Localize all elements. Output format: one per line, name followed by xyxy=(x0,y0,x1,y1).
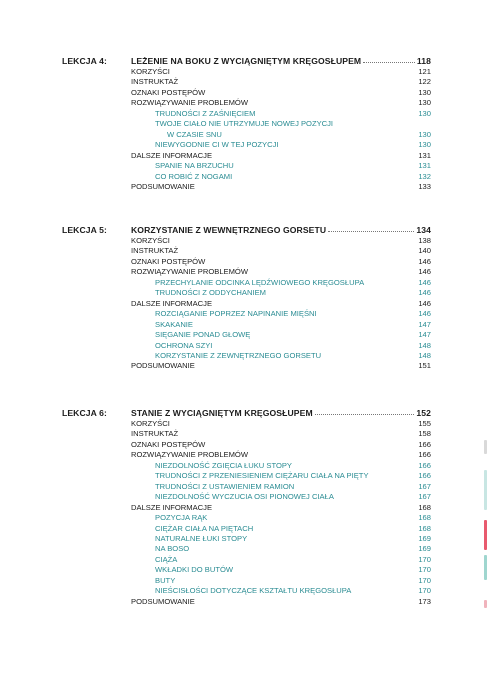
toc-entry-page-number: 131 xyxy=(418,161,431,171)
toc-entry[interactable] xyxy=(0,429,487,440)
toc-entry-title: NA BOSO xyxy=(155,544,190,554)
toc-entry-title: DALSZE INFORMACJE xyxy=(131,150,213,160)
toc-entry[interactable] xyxy=(0,67,487,78)
toc-entry[interactable] xyxy=(0,341,487,352)
toc-entry[interactable] xyxy=(0,182,487,193)
toc-entry[interactable] xyxy=(0,330,487,341)
toc-entry-page-number: 147 xyxy=(418,330,431,340)
toc-entry-page-number: 155 xyxy=(418,419,431,428)
toc-entry[interactable] xyxy=(0,492,487,503)
toc-entry[interactable] xyxy=(0,119,487,130)
toc-entry-title: INSTRUKTAŻ xyxy=(131,246,179,256)
toc-entry[interactable] xyxy=(0,471,487,482)
lesson-label: LEKCJA 4: xyxy=(62,56,107,66)
toc-entry-page-number: 170 xyxy=(418,554,431,564)
toc-entry-page-number: 148 xyxy=(418,340,431,350)
toc-entry[interactable] xyxy=(0,320,487,331)
toc-entry[interactable] xyxy=(0,257,487,268)
toc-entry[interactable] xyxy=(0,151,487,162)
toc-entry[interactable] xyxy=(0,503,487,514)
toc-entry[interactable] xyxy=(0,565,487,576)
toc-entry-page-number: 146 xyxy=(418,267,431,277)
toc-entry-title: PODSUMOWANIE xyxy=(131,181,195,191)
toc-entry-title: INSTRUKTAŻ xyxy=(131,429,179,439)
toc-entry-title: OZNAKI POSTĘPÓW xyxy=(131,256,206,266)
toc-entry-title: CIĄŻA xyxy=(155,554,178,564)
toc-entry[interactable] xyxy=(0,278,487,289)
toc-entry-title: ROZWIĄZYWANIE PROBLEMÓW xyxy=(131,267,249,277)
toc-entry-page-number: 158 xyxy=(418,429,431,439)
toc-entry-title: INSTRUKTAŻ xyxy=(131,77,179,87)
toc-entry-title: WKŁADKI DO BUTÓW xyxy=(155,565,234,575)
toc-entry[interactable] xyxy=(0,351,487,362)
dot-leader xyxy=(315,407,415,415)
lesson-page-number: 118 xyxy=(416,56,431,66)
toc-entry-title: OZNAKI POSTĘPÓW xyxy=(131,87,206,97)
toc-entry[interactable] xyxy=(0,130,487,141)
toc-entry-title: NIEZDOLNOŚĆ WYCZUCIA OSI PIONOWEJ CIAŁA xyxy=(155,492,334,502)
toc-entry-page-number: 146 xyxy=(418,309,431,319)
dot-leader xyxy=(363,55,415,63)
toc-entry-title: KORZYŚCI xyxy=(131,67,170,76)
toc-entry-page-number: 133 xyxy=(418,181,431,191)
toc-entry-title: ROZWIĄZYWANIE PROBLEMÓW xyxy=(131,450,249,460)
lesson-title: LEŻENIE NA BOKU Z WYCIĄGNIĘTYM KRĘGOSŁUPEM xyxy=(131,56,362,66)
toc-entry-title: NIEŚCISŁOŚCI DOTYCZĄCE KSZTAŁTU KRĘGOSŁUPA xyxy=(155,586,352,596)
toc-entry[interactable] xyxy=(0,98,487,109)
toc-entry-page-number: 170 xyxy=(418,565,431,575)
toc-entry[interactable] xyxy=(0,482,487,493)
toc-entry-title: OCHRONA SZYI xyxy=(155,340,213,350)
toc-entry-page-number: 130 xyxy=(418,108,431,118)
toc-entry-title: KORZYŚCI xyxy=(131,419,170,428)
toc-entry-page-number: 166 xyxy=(418,471,431,481)
toc-entry-title: SIĘGANIE PONAD GŁOWĘ xyxy=(155,330,251,340)
toc-entry-page-number: 168 xyxy=(418,502,431,512)
toc-entry-page-number: 146 xyxy=(418,298,431,308)
toc-entry[interactable] xyxy=(0,172,487,183)
toc-entry-page-number: 138 xyxy=(418,236,431,245)
toc-entry-page-number: 130 xyxy=(418,87,431,97)
toc-entry-page-number: 132 xyxy=(418,171,431,181)
toc-entry-title: BUTY xyxy=(155,575,176,585)
toc-entry-page-number: 168 xyxy=(418,513,431,523)
toc-entry[interactable] xyxy=(0,267,487,278)
toc-entry-title: CO ROBIĆ Z NOGAMI xyxy=(155,171,233,181)
toc-entry-page-number: 140 xyxy=(418,246,431,256)
toc-entry-page-number: 146 xyxy=(418,288,431,298)
toc-entry-title: OZNAKI POSTĘPÓW xyxy=(131,439,206,449)
toc-entry[interactable] xyxy=(0,461,487,472)
toc-entry-title: NATURALNE ŁUKI STOPY xyxy=(155,533,248,543)
lesson-page-number: 152 xyxy=(416,408,431,418)
toc-entry[interactable] xyxy=(0,299,487,310)
toc-entry-page-number: 121 xyxy=(418,67,431,76)
toc-entry-title: TWOJE CIAŁO NIE UTRZYMUJE NOWEJ POZYCJI xyxy=(155,119,334,129)
toc-entry[interactable] xyxy=(0,440,487,451)
toc-entry[interactable] xyxy=(0,309,487,320)
toc-entry-title: ROZCIĄGANIE POPRZEZ NAPINANIE MIĘŚNI xyxy=(155,309,317,319)
toc-entry[interactable] xyxy=(0,450,487,461)
toc-entry-page-number: 122 xyxy=(418,77,431,87)
toc-entry-page-number: 146 xyxy=(418,277,431,287)
toc-entry-page-number: 130 xyxy=(418,129,431,139)
lesson-title-row[interactable] xyxy=(131,225,431,235)
toc-entry-page-number: 169 xyxy=(418,533,431,543)
lesson-label: LEKCJA 5: xyxy=(62,225,107,235)
lesson-label: LEKCJA 6: xyxy=(62,408,107,418)
toc-entry-page-number: 168 xyxy=(418,523,431,533)
toc-entry[interactable] xyxy=(0,555,487,566)
toc-entry-title: SPANIE NA BRZUCHU xyxy=(155,161,234,171)
toc-entry-page-number: 170 xyxy=(418,575,431,585)
toc-entry[interactable] xyxy=(0,236,487,247)
toc-entry-title: DALSZE INFORMACJE xyxy=(131,502,213,512)
toc-entry[interactable] xyxy=(0,534,487,545)
toc-entry-page-number: 166 xyxy=(418,439,431,449)
toc-entry-title: TRUDNOŚCI Z PRZENIESIENIEM CIĘŻARU CIAŁA NA PIĘTY xyxy=(155,471,369,481)
lesson-title-row[interactable] xyxy=(131,408,431,418)
toc-entry-page-number: 151 xyxy=(418,361,431,371)
toc-entry-page-number: 130 xyxy=(418,98,431,108)
toc-entry-title: PRZECHYLANIE ODCINKA LĘDŹWIOWEGO KRĘGOSŁUPA xyxy=(155,277,365,287)
toc-entry-title: DALSZE INFORMACJE xyxy=(131,298,213,308)
toc-entry-title: TRUDNOŚCI Z ZAŚNIĘCIEM xyxy=(155,108,256,118)
toc-entry[interactable] xyxy=(0,88,487,99)
toc-entry-title: KORZYŚCI xyxy=(131,236,170,245)
toc-entry-title: CIĘŻAR CIAŁA NA PIĘTACH xyxy=(155,523,254,533)
toc-entry[interactable] xyxy=(0,513,487,524)
lesson-title: KORZYSTANIE Z WEWNĘTRZNEGO GORSETU xyxy=(131,225,327,235)
toc-entry-page-number: 167 xyxy=(418,492,431,502)
toc-entry-title: TRUDNOŚCI Z USTAWIENIEM RAMION xyxy=(155,481,295,491)
lesson-title: STANIE Z WYCIĄGNIĘTYM KRĘGOSŁUPEM xyxy=(131,408,313,418)
toc-entry-title: SKAKANIE xyxy=(155,319,193,329)
toc-entry[interactable] xyxy=(0,576,487,587)
toc-entry-title: NIEZDOLNOŚĆ ZGIĘCIA ŁUKU STOPY xyxy=(155,460,292,470)
toc-entry-title: W CZASIE SNU xyxy=(167,129,222,139)
toc-entry-page-number: 166 xyxy=(418,450,431,460)
toc-entry[interactable] xyxy=(0,288,487,299)
toc-entry[interactable] xyxy=(0,161,487,172)
toc-entry-title: KORZYSTANIE Z ZEWNĘTRZNEGO GORSETU xyxy=(155,350,322,360)
toc-entry[interactable] xyxy=(0,524,487,535)
lesson-page-number: 134 xyxy=(416,225,431,235)
toc-entry-page-number: 146 xyxy=(418,256,431,266)
toc-entry-page-number: 148 xyxy=(418,350,431,360)
toc-entry-title: TRUDNOŚCI Z ODDYCHANIEM xyxy=(155,288,266,298)
toc-entry[interactable] xyxy=(0,597,487,608)
toc-entry-page-number: 170 xyxy=(418,586,431,596)
toc-entry-page-number: 173 xyxy=(418,596,431,606)
toc-entry-page-number: 130 xyxy=(418,140,431,150)
toc-entry[interactable] xyxy=(0,544,487,555)
toc-entry[interactable] xyxy=(0,246,487,257)
toc-entry-page-number: 169 xyxy=(418,544,431,554)
toc-entry[interactable] xyxy=(0,419,487,430)
toc-entry-page-number: 167 xyxy=(418,481,431,491)
toc-entry-page-number: 147 xyxy=(418,319,431,329)
toc-entry[interactable] xyxy=(0,77,487,88)
toc-entry-title: PODSUMOWANIE xyxy=(131,361,195,371)
toc-entry[interactable] xyxy=(0,586,487,597)
toc-entry-page-number: 166 xyxy=(418,460,431,470)
dot-leader xyxy=(328,224,414,232)
toc-entry[interactable] xyxy=(0,109,487,120)
toc-entry-title: NIEWYGODNIE CI W TEJ POZYCJI xyxy=(155,140,279,150)
toc-entry-title: ROZWIĄZYWANIE PROBLEMÓW xyxy=(131,98,249,108)
toc-entry-page-number: 131 xyxy=(418,150,431,160)
toc-entry[interactable] xyxy=(0,361,487,372)
toc-entry-title: PODSUMOWANIE xyxy=(131,596,195,606)
lesson-title-row[interactable] xyxy=(131,56,431,66)
toc-entry-title: POZYCJA RĄK xyxy=(155,513,208,523)
toc-entry[interactable] xyxy=(0,140,487,151)
